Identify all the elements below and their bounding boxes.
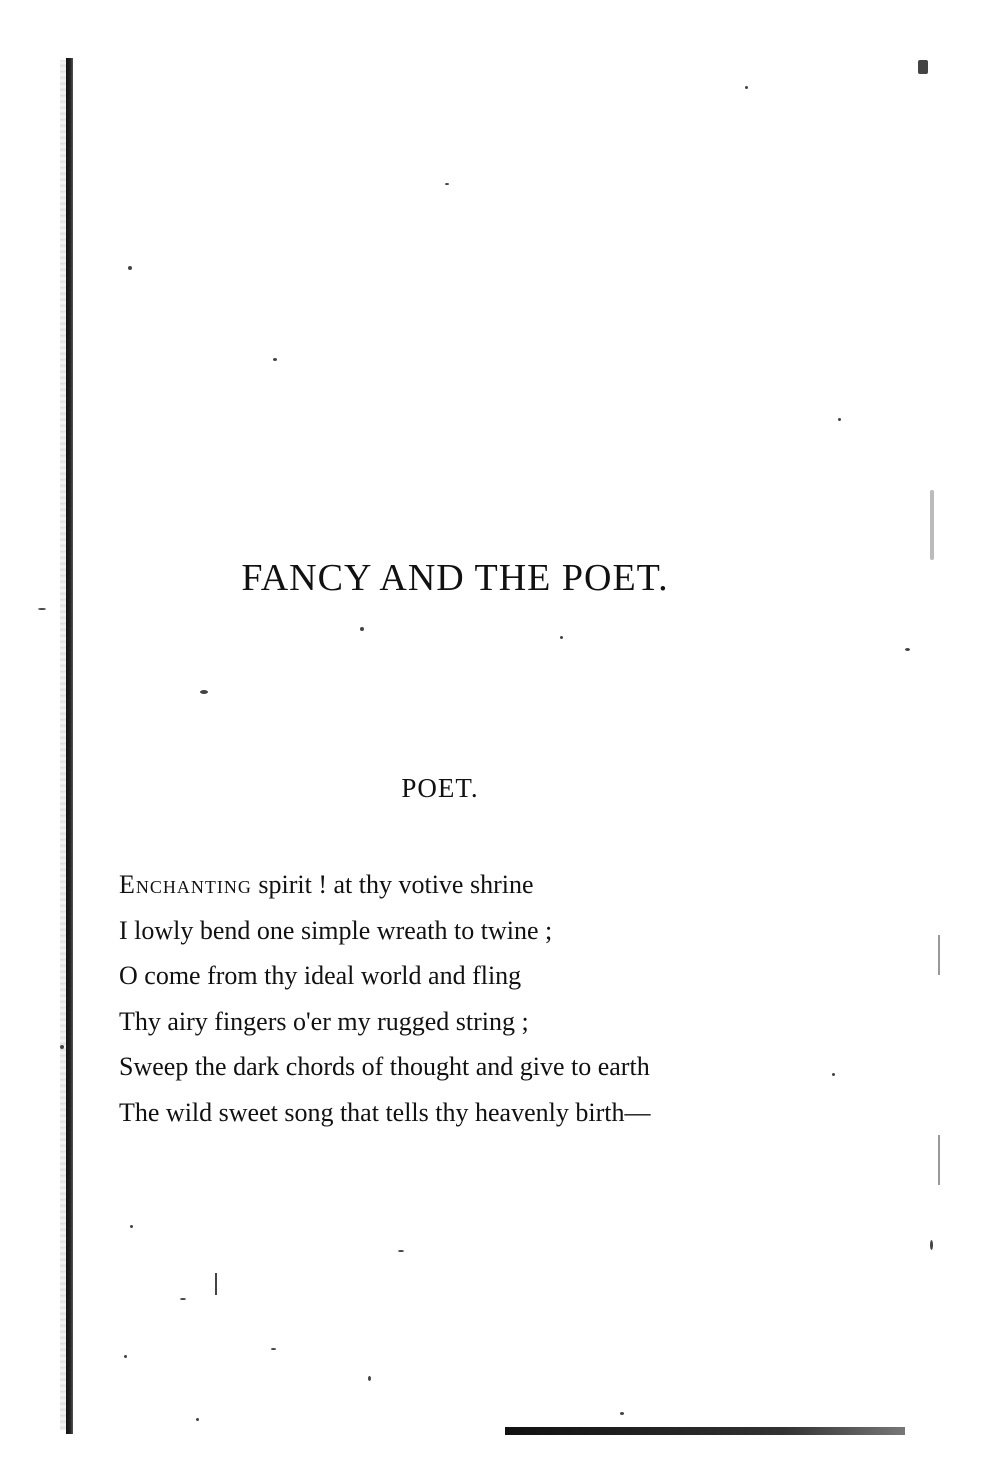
scan-speck xyxy=(398,1250,404,1252)
scan-speck xyxy=(124,1355,127,1358)
scan-speck xyxy=(215,1273,217,1295)
scan-speck xyxy=(620,1412,624,1415)
poem-line: Thy airy fingers o'er my rugged string ; xyxy=(119,1006,529,1036)
scan-speck xyxy=(196,1418,199,1421)
poem-line xyxy=(119,862,650,908)
scan-speck xyxy=(273,358,277,361)
bottom-edge-mark xyxy=(505,1427,905,1435)
scan-speck xyxy=(838,418,841,421)
page-title: FANCY AND THE POET. xyxy=(241,557,669,599)
scan-speck xyxy=(360,627,364,631)
scan-speck xyxy=(938,1135,940,1185)
scan-speck xyxy=(128,266,132,270)
scan-speck xyxy=(60,1045,64,1049)
scan-speck xyxy=(560,636,563,639)
scan-speck xyxy=(930,1240,933,1250)
scan-speck xyxy=(445,183,449,185)
binding-edge xyxy=(66,58,73,1434)
poem-stanza xyxy=(119,862,650,1135)
poem-line: Sweep the dark chords of thought and give to earth xyxy=(119,1052,650,1081)
poem-first-word: Enchanting xyxy=(119,870,252,899)
scan-speck xyxy=(271,1348,276,1350)
poem-line: O come from thy ideal world and fling xyxy=(119,961,522,990)
scan-speck xyxy=(745,86,748,89)
scan-speck xyxy=(832,1073,835,1076)
scan-speck xyxy=(180,1298,186,1300)
scan-speck xyxy=(130,1225,133,1228)
scan-speck xyxy=(368,1376,371,1381)
scan-speck xyxy=(930,490,934,560)
poem-line-text: spirit ! at thy votive shrine xyxy=(251,870,534,899)
scan-speck xyxy=(38,608,46,610)
scan-speck xyxy=(938,935,940,975)
scan-speck xyxy=(200,690,208,694)
poem-line: The wild sweet song that tells thy heavenly birth— xyxy=(119,1097,651,1127)
scan-speck xyxy=(918,60,928,74)
speaker-heading: POET. xyxy=(401,773,479,803)
scan-speck xyxy=(905,648,910,651)
poem-line: I lowly bend one simple wreath to twine ; xyxy=(119,915,553,945)
